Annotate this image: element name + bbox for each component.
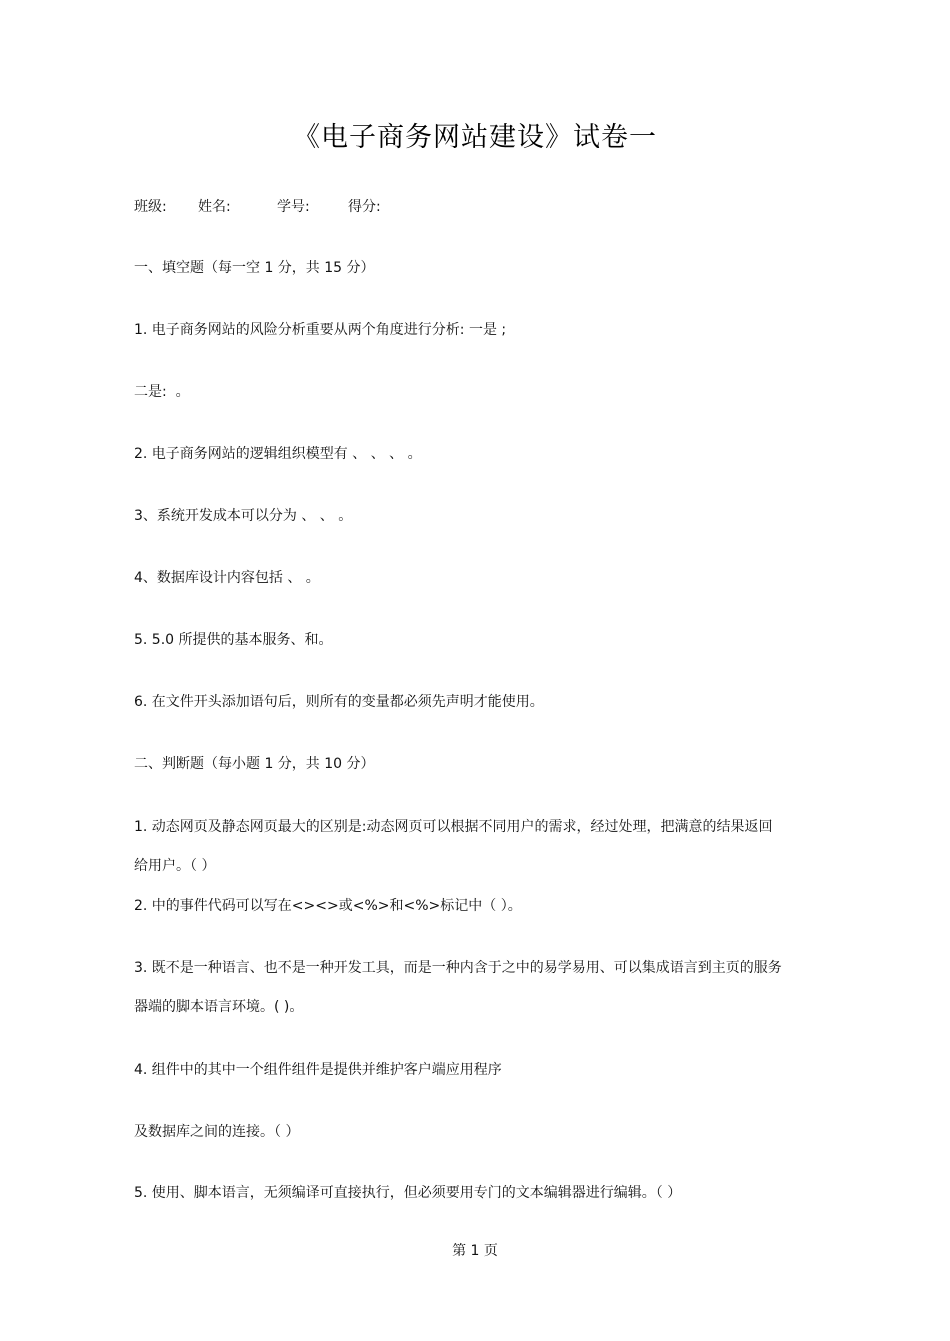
question-line: 4. 组件中的其中一个组件组件是提供并维护客户端应用程序	[134, 1062, 502, 1078]
question-line: 2. 中的事件代码可以写在<><>或<%>和<%>标记中（ ）。	[134, 898, 522, 914]
question-line: 5. 使用、脚本语言，无须编译可直接执行，但必须要用专门的文本编辑器进行编辑。（ ）	[134, 1185, 682, 1201]
section-heading-true-false: 二、判断题（每小题 1 分，共 10 分）	[134, 756, 375, 772]
question-line: 1. 电子商务网站的风险分析重要从两个角度进行分析: 一是 ;	[134, 322, 507, 338]
document-title: 《电子商务网站建设》试卷一	[293, 122, 657, 153]
question-line: 6. 在文件开头添加语句后，则所有的变量都必须先声明才能使用。	[134, 694, 544, 710]
score-label: 得分:	[348, 199, 381, 215]
question-line: 二是: 。	[134, 384, 190, 400]
name-label: 姓名:	[198, 199, 231, 215]
question-line: 给用户。（ ）	[134, 858, 216, 874]
question-line: 3、系统开发成本可以分为 、 、 。	[134, 508, 353, 524]
class-label: 班级:	[134, 199, 167, 215]
question-line: 器端的脚本语言环境。( )。	[134, 999, 304, 1015]
question-line: 4、数据库设计内容包括 、 。	[134, 570, 320, 586]
question-line: 5. 5.0 所提供的基本服务、和。	[134, 632, 333, 648]
question-line: 及数据库之间的连接。（ ）	[134, 1124, 300, 1140]
question-line: 1. 动态网页及静态网页最大的区别是:动态网页可以根据不同用户的需求，经过处理，把满意的结果返回	[134, 819, 773, 835]
question-line: 3. 既不是一种语言、也不是一种开发工具，而是一种内含于之中的易学易用、可以集成语言到主页的服务	[134, 960, 782, 976]
page-number: 第 1 页	[452, 1243, 498, 1259]
student-id-label: 学号:	[277, 199, 310, 215]
section-heading-fill-in: 一、填空题（每一空 1 分，共 15 分）	[134, 260, 375, 276]
question-line: 2. 电子商务网站的逻辑组织模型有 、 、 、 。	[134, 446, 422, 462]
